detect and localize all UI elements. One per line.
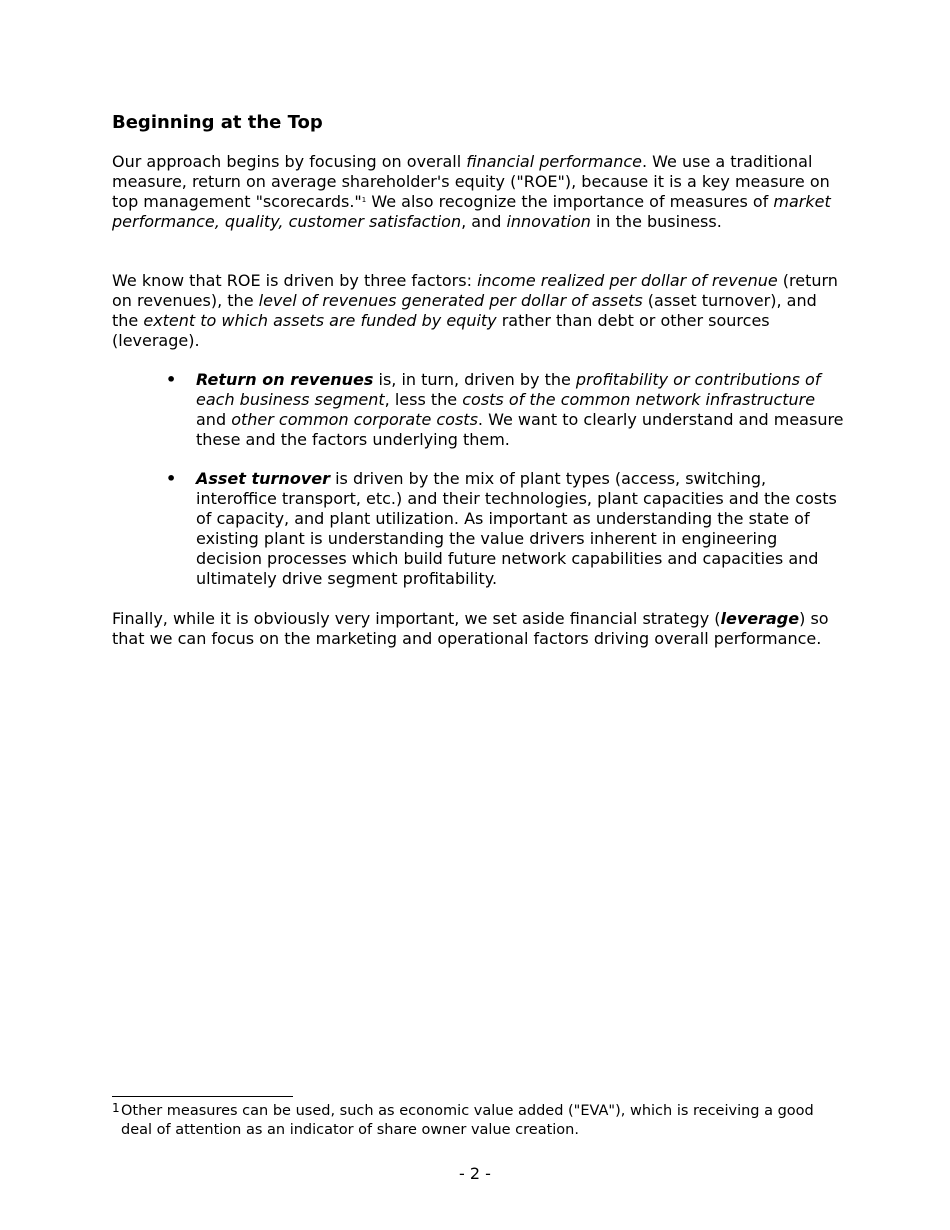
text-run: . We want to clearly understand and measure these and the factors underlying them. [196, 410, 844, 449]
italic-text: extent to which assets are funded by equity [143, 311, 497, 330]
footnote [112, 1102, 842, 1140]
text-run: We know that ROE is driven by three factors: [112, 271, 478, 290]
italic-text: profitability or contributions of each business segment [196, 370, 821, 409]
text-run: is, in turn, driven by the [373, 370, 576, 389]
bullet-marker: • [166, 370, 177, 389]
text-run: , and [461, 212, 507, 231]
text-run: is driven by the mix of plant types (access, switching, interoffice transport, etc.) and their technologies, plant capacities and the costs of capacity, and plant utilization. As important as understanding the state of existing plant is understanding the value drivers inherent in engineering decision processes which build future network capabilities and capacities and ultimately drive segment profitability. [196, 469, 837, 588]
page-number: - 2 - [459, 1164, 491, 1183]
bold-italic-term: Return on revenues [196, 370, 374, 389]
text-run: in the business. [590, 212, 722, 231]
footnote-mark: 1 [112, 1101, 120, 1115]
text-run: We also recognize the importance of measures of [366, 192, 774, 211]
italic-text: innovation [506, 212, 591, 231]
text-run: , less the [384, 390, 463, 409]
bold-italic-term: leverage [720, 609, 800, 628]
bullet-text [196, 469, 846, 589]
text-run: ) so that we can focus on the marketing and operational factors driving overall performance. [112, 609, 829, 648]
paragraph-leverage [112, 609, 842, 649]
bullet-asset-turnover [166, 469, 846, 589]
text-run: and [196, 410, 232, 429]
italic-text: costs of the common network infrastructure [462, 390, 816, 409]
text-run: (asset turnover), and the [112, 291, 817, 330]
text-run: rather than debt or other sources (leverage). [112, 311, 770, 350]
bullet-return-on-revenues [166, 370, 846, 450]
footnote-separator [112, 1096, 293, 1097]
text-run: . We use a traditional measure, return on average shareholder's equity ("ROE"), because it is a key measure on top management "scorecards." [112, 152, 830, 211]
text-run: Finally, while it is obviously very important, we set aside financial strategy ( [112, 609, 721, 628]
italic-text: financial performance [466, 152, 642, 171]
paragraph-roe-factors [112, 271, 842, 351]
paragraph-financial-performance [112, 152, 842, 232]
italic-text: level of revenues generated per dollar of assets [258, 291, 643, 310]
bullet-text [196, 370, 846, 450]
section-heading: Beginning at the Top [112, 112, 323, 133]
footnote-text: Other measures can be used, such as economic value added ("EVA"), which is receiving a good deal of attention as an indicator of share owner value creation. [121, 1103, 814, 1138]
footnote-reference[interactable]: 1 [361, 196, 367, 204]
bullet-marker: • [166, 469, 177, 488]
text-run: Our approach begins by focusing on overall [112, 152, 467, 171]
bold-italic-term: Asset turnover [196, 469, 330, 488]
text-run: (return on revenues), the [112, 271, 838, 310]
italic-text: income realized per dollar of revenue [477, 271, 778, 290]
italic-text: other common corporate costs [231, 410, 478, 429]
italic-text: market performance, quality, customer satisfaction [112, 192, 831, 231]
